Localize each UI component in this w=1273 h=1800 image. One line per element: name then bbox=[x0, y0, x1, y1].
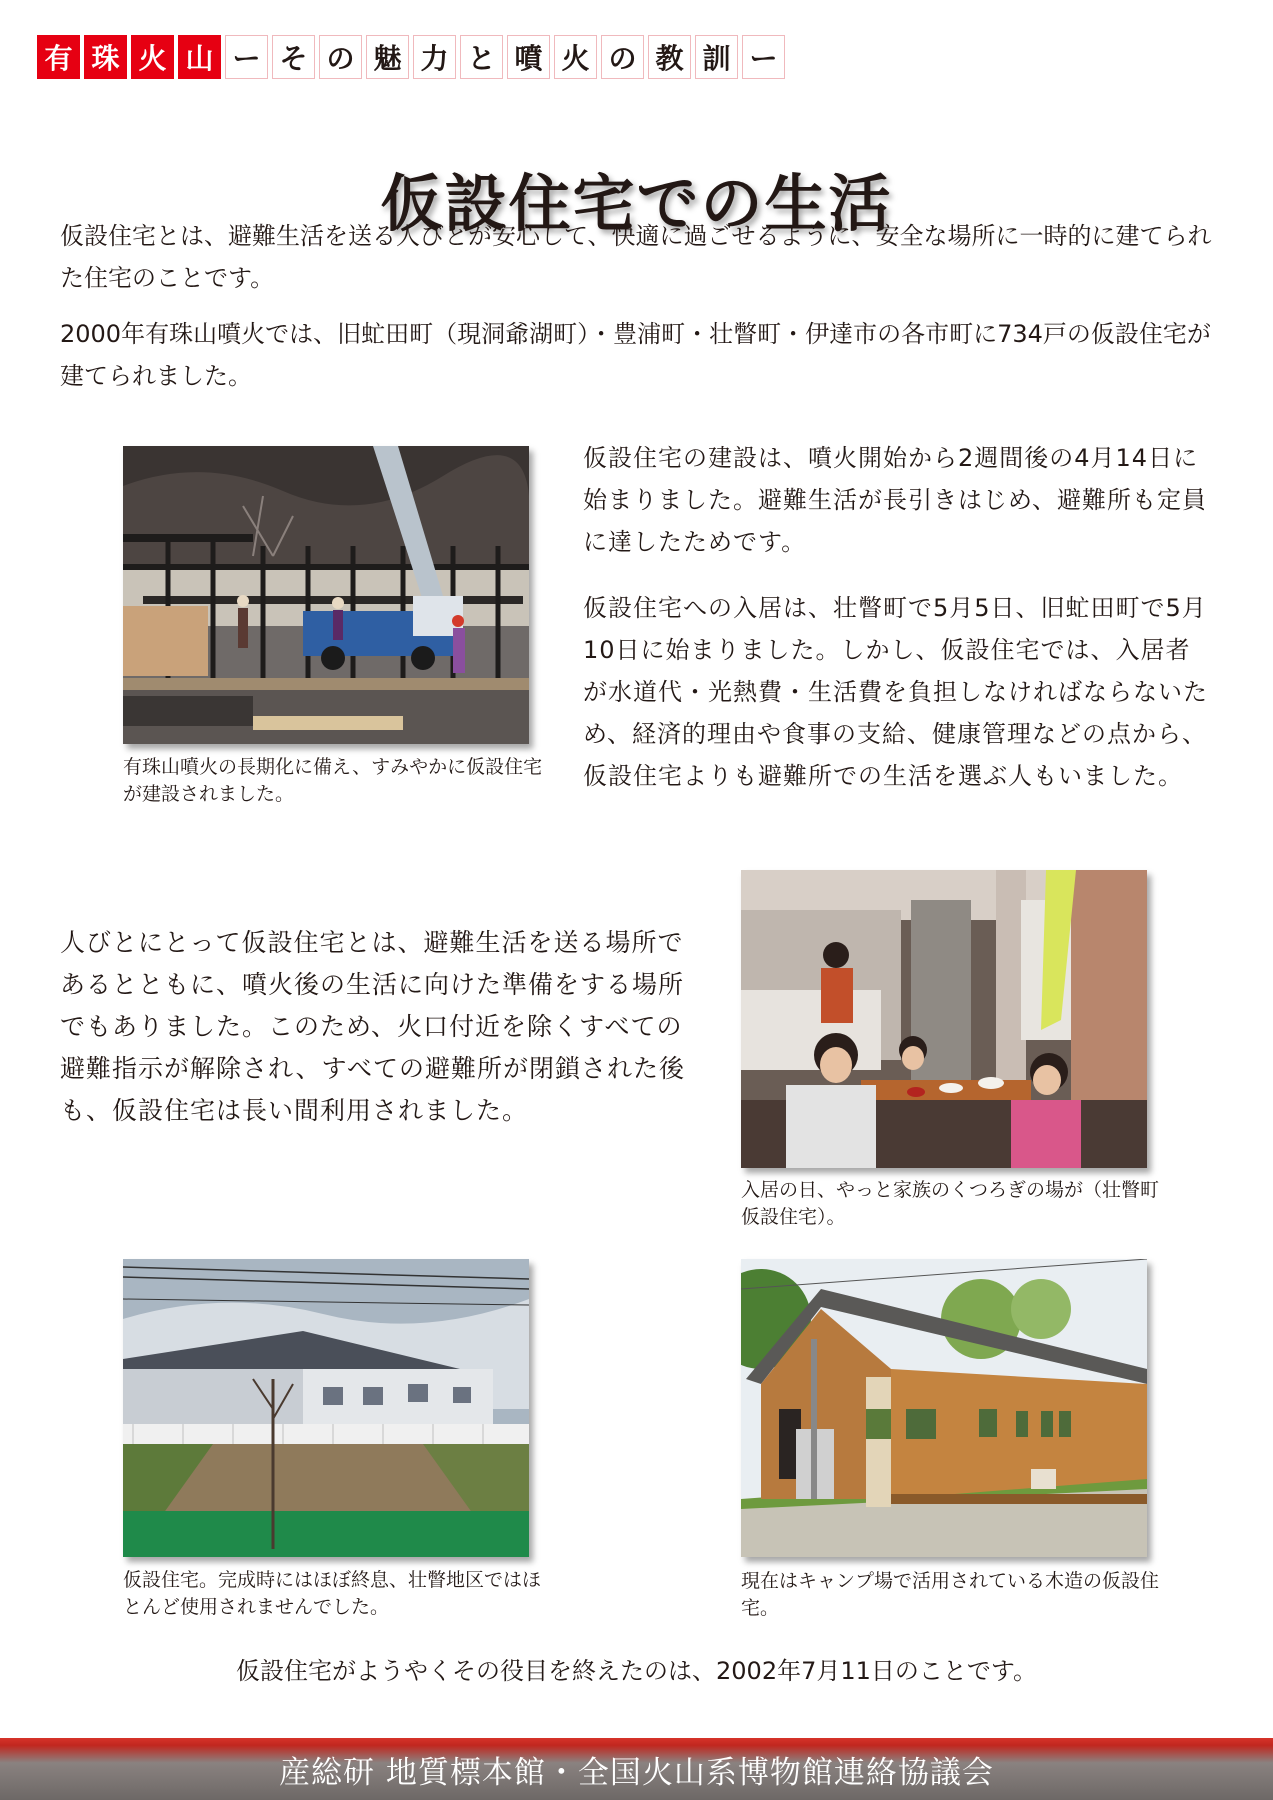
series-tile: 訓 bbox=[695, 35, 738, 79]
family-photo-image bbox=[741, 870, 1147, 1168]
intro-paragraph-2000-eruption: 2000年有珠山噴火では、旧虻田町（現洞爺湖町）・豊浦町・壮瞥町・伊達市の各市町に734戸の仮設住宅が建てられました。 bbox=[60, 320, 1211, 390]
move-in-paragraph: 仮設住宅への入居は、壮瞥町で5月5日、旧虻田町で5月10日に始まりました。しかし、仮設住宅では、入居者が水道代・光熱費・生活費を負担しなければならないため、経済的理由や食事の支給、健康管理などの点から、仮設住宅よりも避難所での生活を選ぶ人もいました。 bbox=[583, 594, 1208, 790]
series-tile: の bbox=[319, 35, 362, 79]
publisher-name: 産総研 地質標本館・全国火山系博物館連絡協議会 bbox=[279, 1754, 994, 1791]
series-tile: 火 bbox=[131, 35, 174, 79]
wooden-housing-photo bbox=[741, 1259, 1147, 1557]
wooden-housing-photo-caption: 現在はキャンプ場で活用されている木造の仮設住宅。 bbox=[741, 1570, 1160, 1619]
construction-paragraph: 仮設住宅の建設は、噴火開始から2週間後の4月14日に始まりました。避難生活が長引きはじめ、避難所も定員に達したためです。 bbox=[583, 444, 1208, 556]
series-tile: 噴 bbox=[507, 35, 550, 79]
series-tile: 山 bbox=[178, 35, 221, 79]
family-photo bbox=[741, 870, 1147, 1168]
series-tile: の bbox=[601, 35, 644, 79]
prefab-housing-photo-caption: 仮設住宅。完成時にはほぼ終息、壮瞥地区ではほとんど使用されませんでした。 bbox=[123, 1569, 542, 1618]
series-tile: ー bbox=[225, 35, 268, 79]
series-tile: そ bbox=[272, 35, 315, 79]
wooden-housing-photo-image bbox=[741, 1259, 1147, 1557]
family-photo-caption: 入居の日、やっと家族のくつろぎの場が（壮瞥町仮設住宅）。 bbox=[741, 1179, 1160, 1228]
series-tile: 珠 bbox=[84, 35, 127, 79]
page-title: 仮設住宅での生活 bbox=[380, 166, 893, 240]
meaning-paragraph: 人びとにとって仮設住宅とは、避難生活を送る場所であるとともに、噴火後の生活に向けた準備をする場所でもありました。このため、火口付近を除くすべての避難指示が解除され、すべての避難所が閉鎖された後も、仮設住宅は長い間利用されました。 bbox=[60, 928, 686, 1125]
closing-statement: 仮設住宅がようやくその役目を終えたのは、2002年7月11日のことです。 bbox=[236, 1657, 1037, 1685]
series-tile: 有 bbox=[37, 35, 80, 79]
construction-photo-image bbox=[123, 446, 529, 744]
series-tile: と bbox=[460, 35, 503, 79]
intro-paragraph-definition: 仮設住宅とは、避難生活を送る人びとが安心して、快適に過ごせるように、安全な場所に一時的に建てられた住宅のことです。 bbox=[60, 222, 1212, 292]
construction-photo bbox=[123, 446, 529, 744]
construction-photo-caption: 有珠山噴火の長期化に備え、すみやかに仮設住宅が建設されました。 bbox=[123, 756, 543, 805]
series-tile: 教 bbox=[648, 35, 691, 79]
series-tile: 火 bbox=[554, 35, 597, 79]
series-tile: 力 bbox=[413, 35, 456, 79]
publisher-footer bbox=[0, 1738, 1273, 1800]
series-tile: 魅 bbox=[366, 35, 409, 79]
series-title-strip bbox=[37, 35, 789, 81]
series-tile: ー bbox=[742, 35, 785, 79]
prefab-housing-photo bbox=[123, 1259, 529, 1557]
prefab-housing-photo-image bbox=[123, 1259, 529, 1557]
